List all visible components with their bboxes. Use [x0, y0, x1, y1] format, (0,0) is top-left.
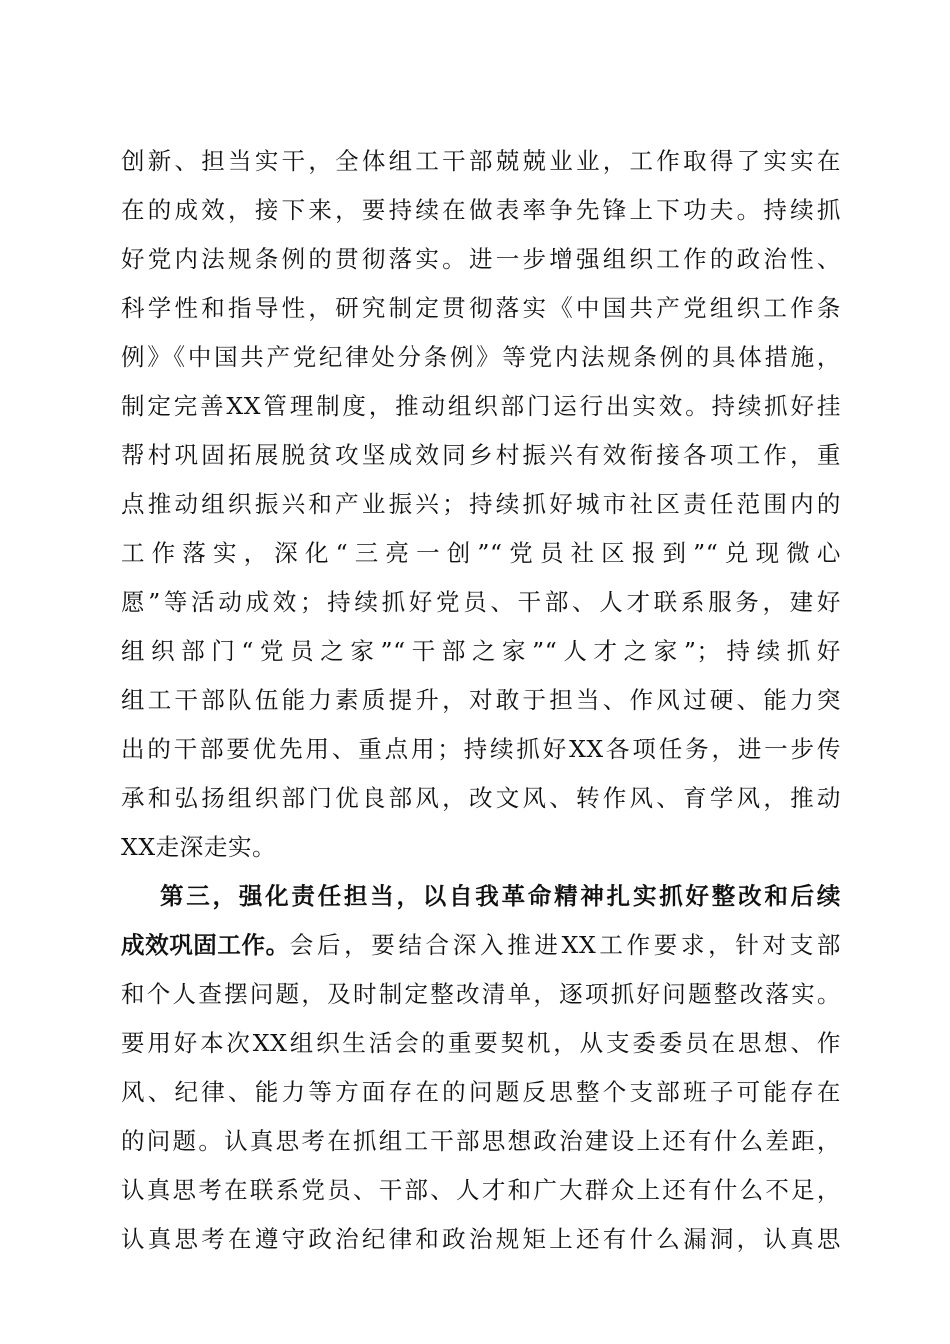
text-line: 的问题。认真思考在抓组工干部思想政治建设上还有什么差距，: [121, 1127, 841, 1155]
text-line: 出的干部要优先用、重点用；持续抓好XX各项任务，进一步传: [121, 735, 841, 763]
text-line: 在的成效，接下来，要持续在做表率争先锋上下功夫。持续抓: [121, 196, 841, 224]
text-line: 和个人查摆问题，及时制定整改清单，逐项抓好问题整改落实。: [121, 980, 841, 1008]
text-line: 风、纪律、能力等方面存在的问题反思整个支部班子可能存在: [121, 1078, 841, 1106]
text-line: 好党内法规条例的贯彻落实。进一步增强组织工作的政治性、: [121, 245, 841, 273]
text-line: 点推动组织振兴和产业振兴；持续抓好城市社区责任范围内的: [121, 490, 841, 518]
text-line: 科学性和指导性，研究制定贯彻落实《中国共产党组织工作条: [121, 294, 841, 322]
text-line: 帮村巩固拓展脱贫攻坚成效同乡村振兴有效衔接各项工作，重: [121, 441, 841, 469]
text-line: 制定完善XX管理制度，推动组织部门运行出实效。持续抓好挂: [121, 392, 841, 420]
text-line: 工作落实，深化“三亮一创”“党员社区报到”“兑现微心: [121, 539, 841, 567]
section-heading: 第三，强化责任担当，以自我革命精神扎实抓好整改和后续: [160, 882, 841, 910]
text-line: 组工干部队伍能力素质提升，对敢于担当、作风过硬、能力突: [121, 686, 841, 714]
text-line: 例》《中国共产党纪律处分条例》等党内法规条例的具体措施，: [121, 343, 841, 371]
text-line: 承和弘扬组织部门优良部风，改文风、转作风、育学风，推动: [121, 784, 841, 812]
text-line: 认真思考在联系党员、干部、人才和广大群众上还有什么不足，: [121, 1176, 841, 1204]
section-heading-tail: 成效巩固工作。: [121, 931, 290, 959]
text-line: 认真思考在遵守政治纪律和政治规矩上还有什么漏洞，认真思: [121, 1225, 841, 1253]
text-segment: 会后，要结合深入推进XX工作要求，针对支部: [289, 931, 841, 959]
text-line: 要用好本次XX组织生活会的重要契机，从支委委员在思想、作: [121, 1029, 841, 1057]
text-line: XX走深走实。: [121, 833, 277, 861]
text-line: 愿”等活动成效；持续抓好党员、干部、人才联系服务，建好: [121, 588, 841, 616]
text-line: 创新、担当实干，全体组工干部兢兢业业，工作取得了实实在: [121, 147, 841, 175]
text-line: 组织部门“党员之家”“干部之家”“人才之家”；持续抓好: [121, 637, 841, 665]
text-line: [121, 925, 841, 965]
